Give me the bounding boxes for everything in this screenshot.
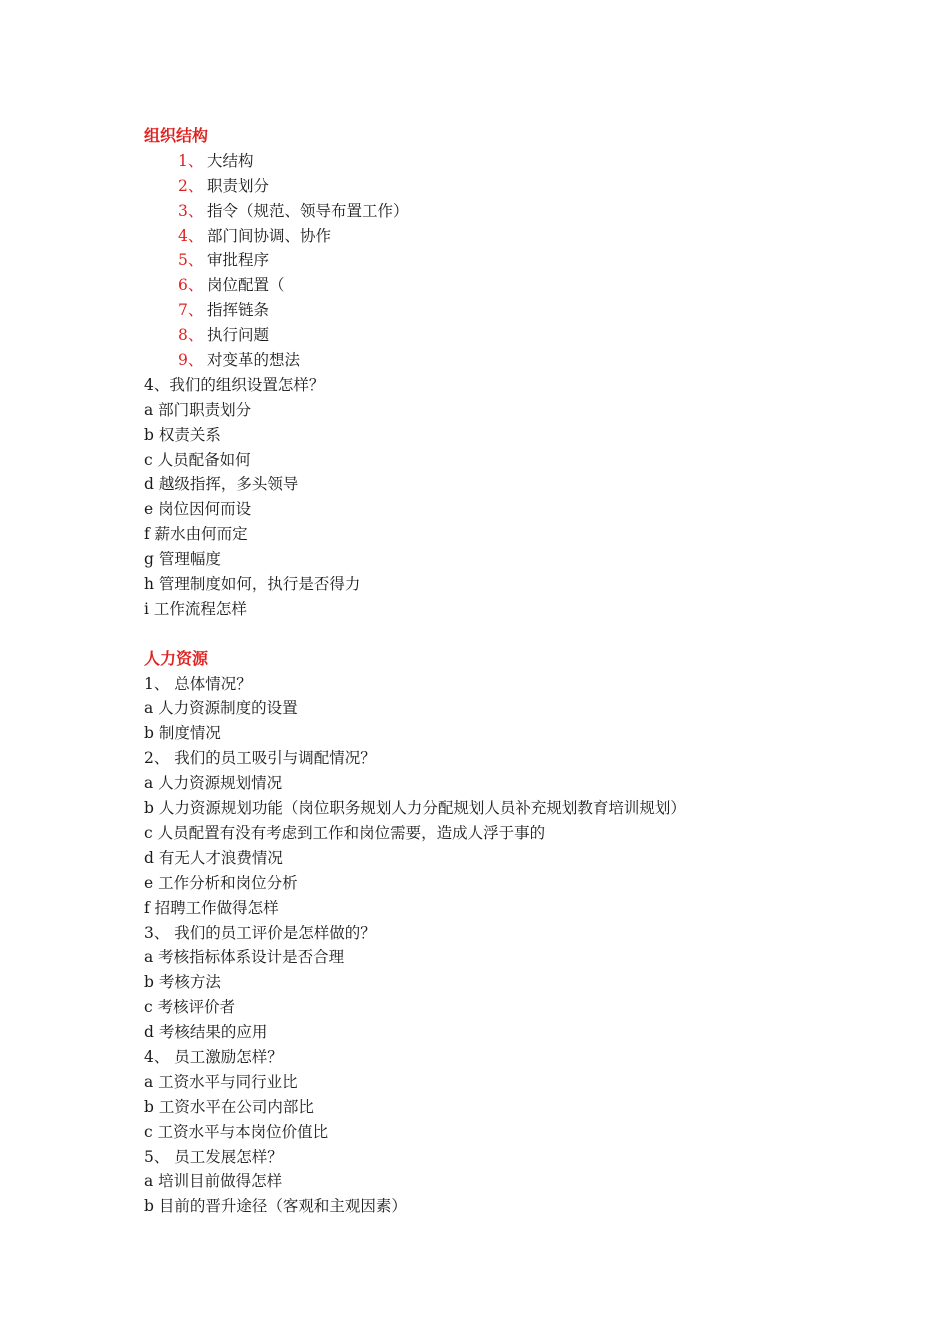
item-text: 指挥链条: [207, 301, 270, 320]
numbered-item: [144, 149, 844, 174]
text-line: 3、 我们的员工评价是怎样做的？: [144, 923, 376, 942]
text-line: a 培训目前做得怎样: [144, 1172, 283, 1191]
text-line: b 人力资源规划功能（岗位职务规划人力分配规划人员补充规划教育培训规划）: [144, 799, 686, 818]
item-number: 5、: [178, 251, 204, 270]
text-line: e 岗位因何而设: [144, 500, 252, 519]
item-text: 职责划分: [207, 176, 270, 195]
item-number: 9、: [178, 351, 204, 370]
item-number: 7、: [178, 301, 204, 320]
item-text: 部门间协调、协作: [207, 226, 332, 245]
item-number: 2、: [178, 176, 204, 195]
text-line: b 目前的晋升途径（客观和主观因素）: [144, 1197, 407, 1216]
item-text: 指令（规范、领导布置工作）: [207, 201, 409, 220]
text-line: e 工作分析和岗位分析: [144, 873, 298, 892]
text-line: b 权责关系: [144, 425, 221, 444]
text-line: 1、 总体情况？: [144, 674, 252, 693]
text-line: f 薪水由何而定: [144, 525, 248, 544]
numbered-item: [144, 199, 844, 224]
numbered-item: [144, 273, 844, 298]
text-line: a 部门职责划分: [144, 400, 252, 419]
numbered-item: [144, 224, 844, 249]
text-line: 4、我们的组织设置怎样？: [144, 375, 325, 394]
text-line: c 人员配置有没有考虑到工作和岗位需要，造成人浮于事的: [144, 823, 546, 842]
text-line: g 管理幅度: [144, 550, 221, 569]
blank-line: [144, 622, 844, 647]
item-number: 8、: [178, 326, 204, 345]
text-line: b 工资水平在公司内部比: [144, 1097, 314, 1116]
item-text: 岗位配置（: [207, 276, 285, 295]
text-line: h 管理制度如何，执行是否得力: [144, 575, 361, 594]
item-text: 大结构: [207, 151, 254, 170]
item-text: 对变革的想法: [207, 351, 301, 370]
text-line: b 制度情况: [144, 724, 221, 743]
numbered-item: [144, 174, 844, 199]
section-heading-organization: 组织结构: [144, 126, 209, 145]
numbered-item: [144, 248, 844, 273]
text-line: c 考核评价者: [144, 998, 236, 1017]
text-line: d 越级指挥，多头领导: [144, 475, 299, 494]
item-number: 3、: [178, 201, 204, 220]
text-line: a 人力资源规划情况: [144, 774, 283, 793]
numbered-item: [144, 323, 844, 348]
text-line: c 工资水平与本岗位价值比: [144, 1122, 329, 1141]
text-line: c 人员配备如何: [144, 450, 251, 469]
numbered-item: [144, 348, 844, 373]
text-line: 4、 员工激励怎样？: [144, 1047, 283, 1066]
text-line: 5、 员工发展怎样？: [144, 1147, 283, 1166]
text-line: a 工资水平与同行业比: [144, 1072, 298, 1091]
text-line: d 有无人才浪费情况: [144, 848, 283, 867]
text-line: a 人力资源制度的设置: [144, 699, 298, 718]
text-line: 2、 我们的员工吸引与调配情况？: [144, 749, 376, 768]
section-heading-human-resources: 人力资源: [144, 648, 209, 668]
text-line: f 招聘工作做得怎样: [144, 898, 279, 917]
text-line: b 考核方法: [144, 973, 221, 992]
text-line: d 考核结果的应用: [144, 1023, 268, 1042]
item-number: 6、: [178, 276, 204, 295]
item-number: 1、: [178, 151, 204, 170]
document-page: [144, 124, 844, 1219]
item-text: 审批程序: [207, 251, 270, 270]
numbered-item: [144, 298, 844, 323]
text-line: a 考核指标体系设计是否合理: [144, 948, 345, 967]
item-number: 4、: [178, 226, 204, 245]
text-line: i 工作流程怎样: [144, 599, 247, 618]
item-text: 执行问题: [207, 326, 270, 345]
